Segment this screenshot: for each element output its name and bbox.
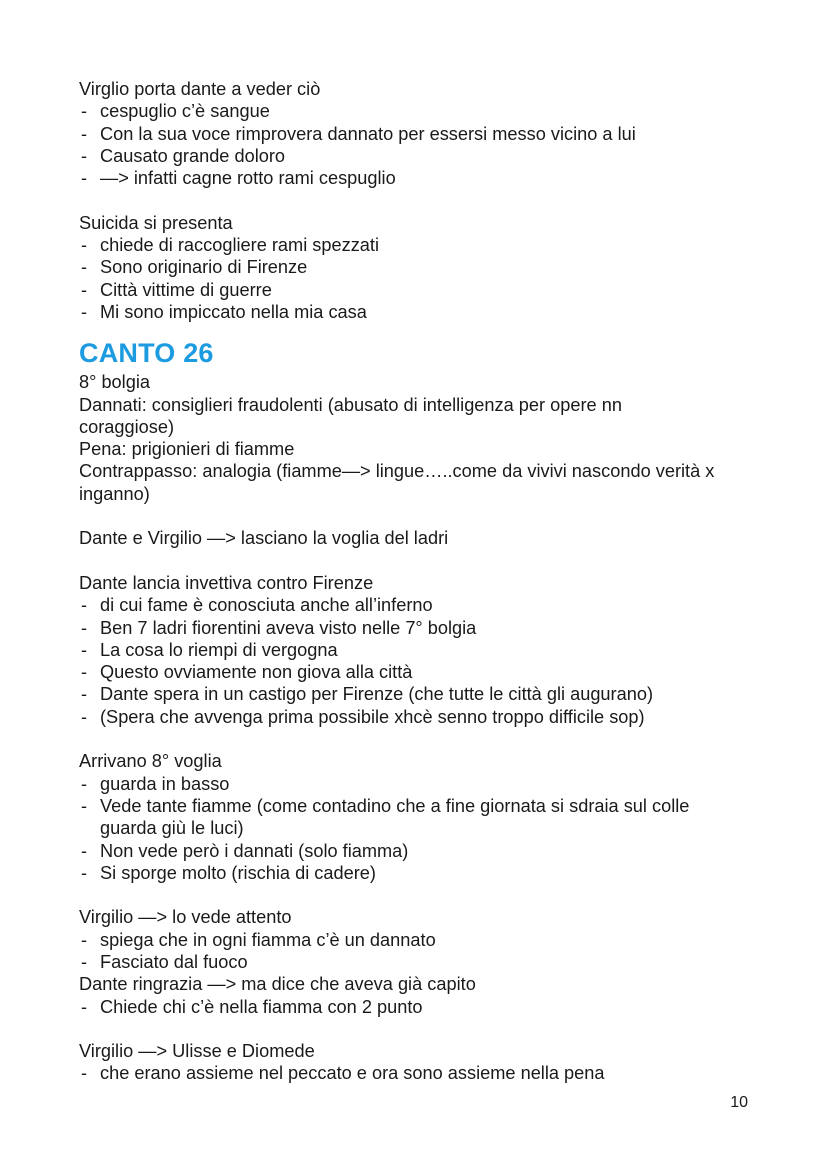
list-item: - Dante spera in un castigo per Firenze (che tutte le città gli augurano) — [81, 684, 654, 705]
list-item: - spiega che in ogni fiamma c’è un dannato — [81, 929, 436, 950]
list-item: - Con la sua voce rimprovera dannato per essersi messo vicino a lui — [81, 123, 636, 144]
section1-intro: Virglio porta dante a veder ciò — [79, 79, 321, 99]
section7-intro: Virgilio —> Ulisse e Diomede — [79, 1041, 315, 1062]
section6-intro: Virgilio —> lo vede attento — [79, 907, 292, 928]
section6-list2 — [79, 996, 759, 1018]
list-item: - Non vede però i dannati (solo fiamma) — [81, 840, 409, 861]
canto-pena: Pena: prigionieri di fiamme — [79, 439, 295, 460]
list-item: - Fasciato dal fuoco — [81, 951, 248, 972]
list-item: - che erano assieme nel peccato e ora sono assieme nella pena — [81, 1063, 605, 1084]
canto-bolgia: 8° bolgia — [79, 372, 150, 393]
list-item: - —> infatti cagne rotto rami cespuglio — [81, 168, 396, 189]
list-item: - Chiede chi c’è nella fiamma con 2 punto — [81, 996, 423, 1017]
list-item: - Si sporge molto (rischia di cadere) — [81, 862, 376, 883]
page-number: 10 — [730, 1094, 748, 1111]
section4-list — [79, 594, 759, 728]
section5-list — [79, 773, 759, 884]
section2-list — [79, 234, 759, 323]
list-item: - di cui fame è conosciuta anche all’inferno — [81, 595, 433, 616]
section1-list — [79, 100, 759, 189]
section4-intro: Dante lancia invettiva contro Firenze — [79, 572, 374, 593]
list-item: - chiede di raccogliere rami spezzati — [81, 235, 380, 256]
canto-dannati: Dannati: consiglieri fraudolenti (abusato di intelligenza per opere nn coraggiose) — [79, 394, 622, 437]
list-item: - Sono originario di Firenze — [81, 257, 308, 278]
list-item: - (Spera che avvenga prima possibile xhcè senno troppo difficile sop) — [81, 706, 645, 727]
section7-list — [79, 1062, 759, 1084]
list-item: - cespuglio c’è sangue — [81, 101, 270, 122]
section6-line2: Dante ringrazia —> ma dice che aveva già capito — [79, 974, 476, 995]
canto-contrappasso: Contrappasso: analogia (fiamme—> lingue…..come da vivivi nascondo verità x inganno) — [79, 461, 715, 504]
section6-list — [79, 929, 759, 974]
list-item: - Mi sono impiccato nella mia casa — [81, 301, 367, 322]
list-item: - Causato grande doloro — [81, 145, 286, 166]
section5-intro: Arrivano 8° voglia — [79, 751, 222, 772]
section3-line: Dante e Virgilio —> lasciano la voglia del ladri — [79, 528, 449, 549]
list-item: - guarda in basso — [81, 773, 230, 794]
canto-heading: CANTO 26 — [79, 338, 214, 369]
list-item: - Città vittime di guerre — [81, 279, 272, 300]
section2-intro: Suicida si presenta — [79, 212, 233, 233]
list-item: - Questo ovviamente non giova alla città — [81, 662, 413, 683]
document-page — [79, 78, 759, 1085]
list-item: - Vede tante fiamme (come contadino che a fine giornata si sdraia sul colle guarda giù le luci) — [81, 795, 690, 839]
list-item: - Ben 7 ladri fiorentini aveva visto nelle 7° bolgia — [81, 617, 477, 638]
list-item: - La cosa lo riempi di vergogna — [81, 639, 338, 660]
